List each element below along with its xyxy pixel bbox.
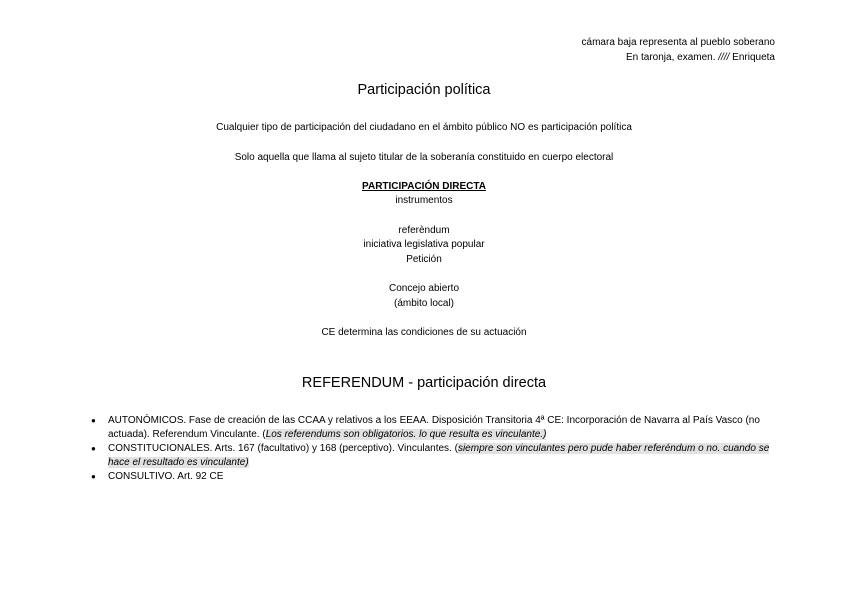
list-item bbox=[91, 470, 771, 484]
concejo-abierto: Concejo abierto bbox=[388, 283, 460, 294]
header-note-2-italic: //// bbox=[718, 52, 730, 63]
paragraph-solo: Solo aquella que llama al sujeto titular de la soberanía constituido en cuerpo electoral bbox=[234, 152, 614, 163]
header-note-2-prefix: En taronja, examen. bbox=[626, 52, 719, 63]
list-item bbox=[91, 442, 771, 470]
instrument-peticion: Petición bbox=[406, 254, 442, 265]
header-note-2 bbox=[626, 51, 775, 64]
list-item bbox=[91, 414, 771, 442]
header-note-1: cámara baja representa al pueblo soberano bbox=[581, 37, 775, 48]
list-item-after: ) bbox=[245, 457, 249, 468]
bullet-icon: ● bbox=[91, 416, 96, 425]
closing-line: CE determina las condiciones de su actuación bbox=[321, 327, 527, 338]
header-note-2-suffix: Enriqueta bbox=[729, 52, 775, 63]
instrument-iniciativa: iniciativa legislativa popular bbox=[363, 239, 485, 250]
highlighted-note: Los referendums son obligatorios. lo que resulta es vinculante. bbox=[265, 429, 544, 440]
list-item-text: CONSTITUCIONALES. Arts. 167 (facultativo) y 168 (perceptivo). Vinculantes. ( bbox=[108, 443, 458, 454]
heading-participacion-directa: PARTICIPACIÓN DIRECTA bbox=[362, 181, 486, 192]
paragraph-cualquier: Cualquier tipo de participación del ciudadano en el ámbito público NO es participación política bbox=[216, 122, 632, 133]
section-title-referendum: REFERENDUM - participación directa bbox=[301, 375, 547, 391]
instrument-referendum: referèndum bbox=[398, 225, 450, 236]
bullet-icon: ● bbox=[91, 472, 96, 481]
highlighted-note: siempre son vinculantes pero pude haber referéndum o no. cuando se hace el resultado es vinculante bbox=[108, 443, 770, 468]
list-item-after: ) bbox=[543, 429, 547, 440]
concejo-note: (ámbito local) bbox=[393, 298, 455, 309]
instruments-label: instrumentos bbox=[395, 195, 453, 206]
list-item-text: AUTONÓMICOS. Fase de creación de las CCAA y relativos a los EEAA. Disposición Transitoria 4ª CE: Incorporación de Navarra al País Vasco (no actuada). Referendum Vinculante. ( bbox=[108, 415, 760, 440]
referendum-list bbox=[91, 414, 771, 484]
list-item-text: CONSULTIVO. Art. 92 CE bbox=[108, 471, 224, 482]
bullet-icon: ● bbox=[91, 444, 96, 453]
section-title-participacion: Participación política bbox=[357, 82, 491, 98]
